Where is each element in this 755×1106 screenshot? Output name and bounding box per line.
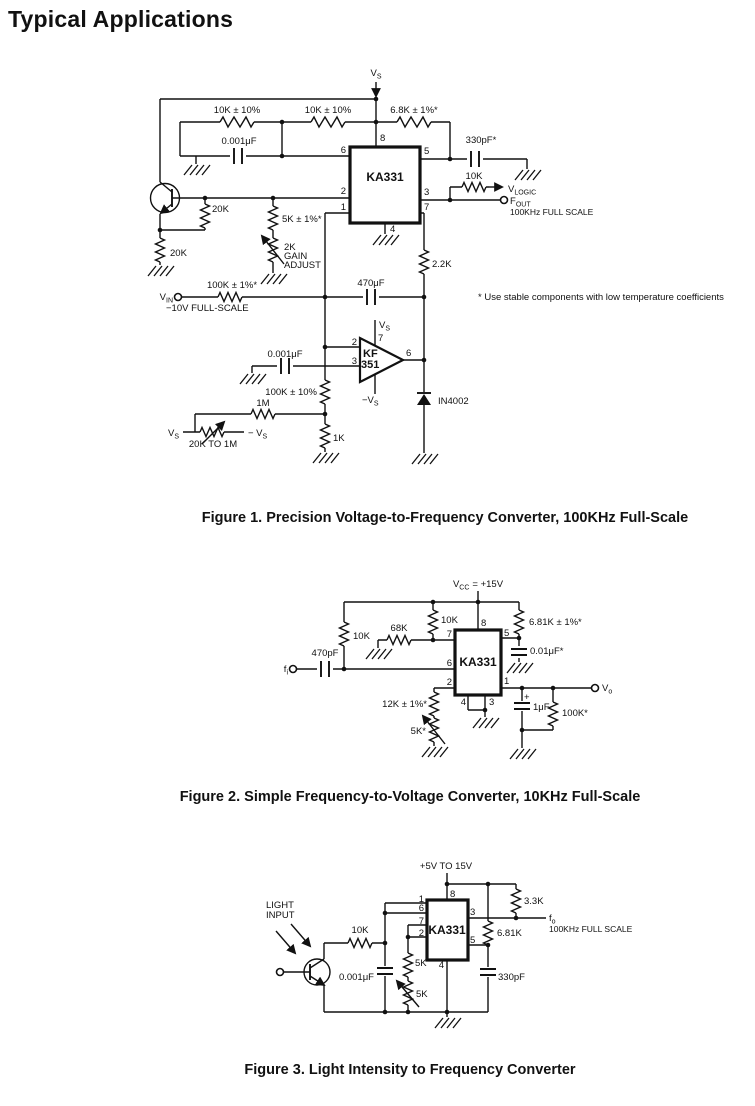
resistor-label: 3.3K bbox=[524, 896, 544, 907]
figure-3-schematic bbox=[0, 855, 755, 1050]
vs-label: $V_S$ bbox=[370, 68, 382, 81]
capacitor-symbol bbox=[511, 649, 527, 655]
resistor-symbol bbox=[515, 610, 524, 634]
supply-label: +5V TO 15V bbox=[419, 861, 473, 872]
resistor-symbol bbox=[484, 921, 493, 945]
pin-6: 6 bbox=[446, 658, 452, 669]
fig3-ka331-chip bbox=[419, 889, 476, 971]
pin-2: 2 bbox=[418, 928, 424, 939]
capacitor-symbol bbox=[480, 969, 496, 975]
resistor-label: 20K bbox=[212, 204, 229, 215]
opamp-pin-6: 6 bbox=[406, 348, 412, 359]
capacitor-label: 470μF bbox=[357, 278, 385, 289]
vs-label: $V_S$ bbox=[379, 320, 391, 333]
resistor-label: 10K bbox=[351, 925, 369, 936]
capacitor-symbol bbox=[514, 703, 530, 709]
opamp-name-1: KF bbox=[363, 348, 378, 360]
pin-8: 8 bbox=[450, 889, 456, 900]
resistor-label: 10K bbox=[465, 171, 483, 182]
chip-name: KA331 bbox=[366, 170, 404, 184]
neg-vs-label: $-V_S$ bbox=[362, 395, 379, 408]
fig1-labels bbox=[160, 68, 724, 450]
pin-3: 3 bbox=[424, 187, 430, 198]
polarity-plus: + bbox=[524, 692, 530, 703]
ground-symbol bbox=[313, 453, 339, 463]
capacitor-symbol bbox=[234, 148, 242, 164]
pot-label: 2K bbox=[284, 242, 296, 253]
fig1-resistor-symbols bbox=[156, 117, 487, 448]
pin-1: 1 bbox=[340, 202, 346, 213]
vin-label: $V_{IN}$ bbox=[159, 292, 173, 305]
resistor-label: 10K bbox=[353, 631, 370, 642]
capacitor-label: 470pF bbox=[311, 648, 339, 659]
fig3-capacitor-symbols bbox=[377, 968, 496, 975]
resistor-symbol bbox=[462, 183, 486, 192]
pin-8: 8 bbox=[481, 618, 487, 629]
fig1-ka331-chip bbox=[341, 133, 430, 235]
resistor-symbol bbox=[549, 702, 558, 726]
resistor-label: 10K ± 10% bbox=[304, 105, 352, 116]
capacitor-symbol bbox=[321, 661, 329, 677]
ground-symbol bbox=[148, 266, 174, 276]
pin-2: 2 bbox=[340, 186, 346, 197]
fi-terminal bbox=[290, 666, 297, 673]
figure-2-caption: Figure 2. Simple Frequency-to-Voltage Converter, 10KHz Full-Scale bbox=[179, 789, 641, 805]
pin-1: 1 bbox=[418, 894, 424, 905]
capacitor-symbol bbox=[377, 968, 393, 974]
pin-8: 8 bbox=[380, 133, 386, 144]
ground-symbol bbox=[240, 374, 266, 384]
ground-symbol bbox=[422, 747, 448, 757]
resistor-label: 100K ± 10% bbox=[265, 387, 317, 398]
vlogic-label: $V_{LOGIC}$ bbox=[508, 184, 537, 197]
resistor-symbol bbox=[348, 939, 372, 948]
capacitor-symbol bbox=[367, 289, 375, 305]
pin-6: 6 bbox=[418, 903, 424, 914]
resistor-symbol bbox=[311, 117, 345, 127]
resistor-symbol bbox=[404, 953, 413, 977]
figure-3-caption: Figure 3. Light Intensity to Frequency Converter bbox=[244, 1062, 576, 1078]
resistor-label: 100K ± 1%* bbox=[206, 280, 258, 291]
ground-symbol bbox=[261, 274, 287, 284]
pin-6: 6 bbox=[340, 145, 346, 156]
diode-label: IN4002 bbox=[438, 396, 469, 407]
resistor-label: 1K bbox=[333, 433, 345, 444]
ground-symbol bbox=[507, 663, 533, 673]
pot-wiper-arrow bbox=[262, 236, 284, 264]
resistor-symbol bbox=[220, 117, 254, 127]
capacitor-label: 0.001μF bbox=[267, 349, 303, 360]
capacitor-symbol bbox=[471, 151, 479, 167]
input-terminal bbox=[277, 969, 284, 976]
resistor-symbol bbox=[512, 889, 521, 913]
pin-3: 3 bbox=[470, 907, 476, 918]
resistor-symbol bbox=[387, 636, 411, 645]
pin-4: 4 bbox=[460, 697, 466, 708]
potentiometer-symbol bbox=[200, 428, 224, 437]
fi-label: $f_i$ bbox=[283, 664, 288, 677]
note-text: * Use stable components with low temperature coefficients bbox=[478, 292, 724, 303]
ground-symbol bbox=[184, 165, 210, 175]
pin-2: 2 bbox=[446, 677, 452, 688]
ground-symbol bbox=[515, 170, 541, 180]
fig3-resistor-symbols bbox=[348, 889, 521, 1007]
resistor-symbol bbox=[201, 204, 210, 228]
figure-1-schematic bbox=[0, 60, 755, 510]
fig2-ka331-chip bbox=[447, 618, 510, 708]
capacitor-label: 0.01μF* bbox=[530, 646, 564, 657]
fullscale-label: 100KHz FULL SCALE bbox=[510, 207, 594, 217]
resistor-symbol bbox=[429, 610, 438, 634]
figure-1-caption: Figure 1. Precision Voltage-to-Frequency Converter, 100KHz Full-Scale bbox=[201, 510, 689, 526]
opamp-pin-3: 3 bbox=[351, 356, 357, 367]
pin-3: 3 bbox=[489, 697, 495, 708]
pot-label: GAIN bbox=[284, 251, 308, 262]
figure-2-schematic bbox=[0, 570, 755, 775]
resistor-label: 6.8K ± 1%* bbox=[390, 105, 438, 116]
opamp-pin-2: 2 bbox=[351, 337, 357, 348]
pin-5: 5 bbox=[424, 146, 430, 157]
resistor-label: 1M bbox=[256, 398, 270, 409]
pin-5: 5 bbox=[470, 935, 476, 946]
pot-range-label: 20K TO 1M bbox=[188, 439, 238, 450]
fig1-diode bbox=[417, 393, 431, 405]
capacitor-label: 0.001μF bbox=[221, 136, 257, 147]
resistor-symbol bbox=[269, 206, 278, 230]
resistor-label: 5K bbox=[415, 958, 427, 969]
chip-name: KA331 bbox=[459, 655, 497, 669]
resistor-symbol bbox=[251, 410, 275, 419]
ground-symbol bbox=[366, 649, 392, 659]
pin-4: 4 bbox=[438, 960, 444, 971]
fullscale-label: 100KHz FULL SCALE bbox=[549, 924, 633, 934]
light-input-label: LIGHT bbox=[266, 900, 294, 911]
capacitor-symbol bbox=[281, 358, 289, 374]
resistor-label: 5K ± 1%* bbox=[282, 214, 322, 225]
resistor-symbol bbox=[397, 117, 431, 127]
resistor-label: 68K bbox=[390, 623, 408, 634]
neg-vs-label: − $V_S$ bbox=[248, 428, 268, 441]
resistor-label: 12K ± 1%* bbox=[382, 699, 427, 710]
resistor-symbol bbox=[321, 380, 330, 404]
resistor-label: 10K bbox=[441, 615, 458, 626]
ground-symbol bbox=[473, 718, 499, 728]
page-title: Typical Applications bbox=[8, 6, 234, 32]
fig1-opamp bbox=[352, 333, 412, 382]
resistor-label: 6.81K ± 1%* bbox=[529, 617, 582, 628]
chip-name: KA331 bbox=[428, 923, 466, 937]
pin-1: 1 bbox=[504, 676, 510, 687]
fig3-light-arrows bbox=[276, 924, 310, 953]
light-input-label: INPUT bbox=[266, 910, 295, 921]
pot-label: ADJUST bbox=[284, 260, 321, 271]
capacitor-label: 0.001μF bbox=[338, 972, 374, 983]
capacitor-label: 330pF bbox=[498, 972, 525, 983]
pin-7: 7 bbox=[446, 629, 452, 640]
pot-wiper-arrow bbox=[423, 716, 445, 744]
vo-terminal bbox=[592, 685, 599, 692]
resistor-label: 2.2K bbox=[432, 259, 452, 270]
pin-4: 4 bbox=[390, 224, 396, 235]
ground-symbol bbox=[373, 235, 399, 245]
light-ray-arrow bbox=[276, 931, 295, 953]
ground-symbol bbox=[412, 454, 438, 464]
opamp-name-2: 351 bbox=[361, 359, 380, 371]
resistor-label: 20K bbox=[170, 248, 187, 259]
vin-terminal bbox=[175, 294, 182, 301]
pin-5: 5 bbox=[504, 628, 510, 639]
vs-label: $V_S$ bbox=[167, 428, 179, 441]
light-ray-arrow bbox=[291, 924, 310, 946]
pot-label: 5K* bbox=[410, 726, 426, 737]
resistor-symbol bbox=[420, 250, 429, 274]
resistor-label: 100K* bbox=[562, 708, 588, 719]
resistor-symbol bbox=[340, 622, 349, 646]
ground-symbol bbox=[510, 749, 536, 759]
fout-label: $F_{OUT}$ bbox=[510, 196, 531, 209]
resistor-symbol bbox=[321, 424, 330, 448]
resistor-symbol bbox=[218, 293, 242, 302]
capacitor-label: 1μF bbox=[533, 702, 550, 713]
ground-symbol bbox=[435, 1018, 461, 1028]
capacitor-label: 330pF* bbox=[465, 135, 497, 146]
pin-7: 7 bbox=[418, 916, 424, 927]
vcc-label: $V_{CC} = +15V$ bbox=[452, 579, 504, 592]
resistor-label: 10K ± 10% bbox=[213, 105, 261, 116]
pot-label: 5K bbox=[416, 989, 428, 1000]
resistor-symbol bbox=[156, 238, 165, 262]
resistor-label: 6.81K bbox=[497, 928, 522, 939]
fig3-wiring bbox=[284, 873, 547, 1017]
opamp-pin-7: 7 bbox=[378, 333, 384, 344]
fo-label: $f_o$ bbox=[549, 913, 556, 926]
resistor-symbol bbox=[430, 692, 439, 716]
pin-7: 7 bbox=[424, 202, 430, 213]
vo-label: $V_o$ bbox=[602, 683, 613, 696]
fout-terminal bbox=[501, 197, 508, 204]
vin-fullscale-label: −10V FULL-SCALE bbox=[166, 303, 249, 314]
